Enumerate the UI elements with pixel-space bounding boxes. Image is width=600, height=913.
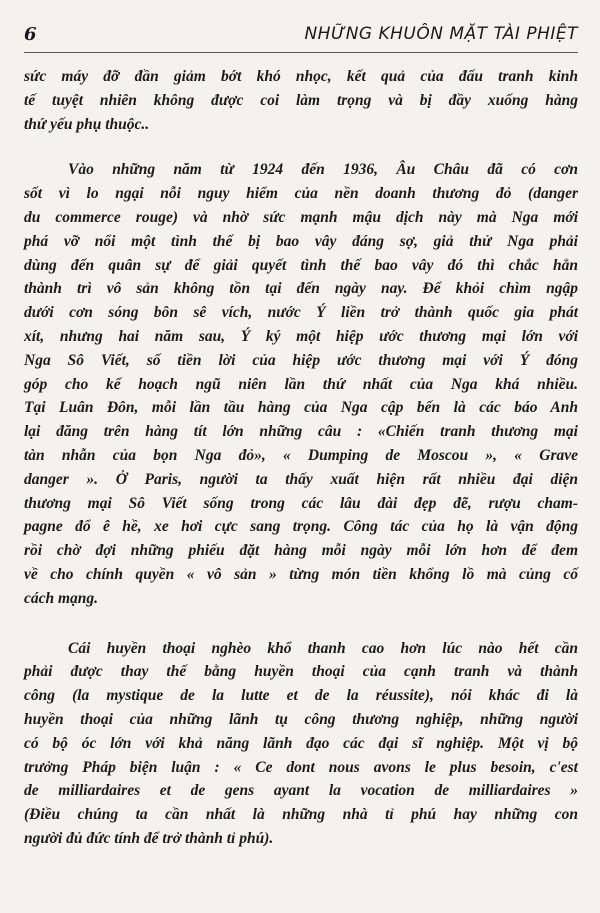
text-line: thứ yếu phụ thuộc.. [24,115,150,133]
text-line: sốt vì lo ngại nỗi nguy hiểm của nền doanh thương đỏ (danger [24,185,578,203]
text-line: lại đăng trên hàng tít lớn những câu : «Chiến tranh thương mại [24,423,578,441]
text-line: thành trì vô sản không tồn tại đến ngày nay. Để khỏi chìm ngập [24,280,578,298]
text-line: Nga Sô Viết, số tiền lời của hiệp ước thương mại với Ý đóng [24,351,578,369]
text-line: Tại Luân Đôn, mỗi lần tầu hàng của Nga cập bến là các báo Anh [24,399,578,417]
text-line: về cho chính quyền « vô sản » từng món tiền khổng lồ mà củng cố [24,565,578,583]
text-line: sức máy đỡ đần giảm bớt khó nhọc, kết quả của đấu tranh kinh [24,68,578,85]
text-line: công (la mystique de la lutte et de la réussite), nói khác đi là [24,687,578,705]
text-line: có bộ óc lớn với khả năng lãnh đạo các đại sĩ nghiệp. Một vị bộ [24,734,578,752]
text-line: tế tuyệt nhiên không được coi làm trọng và bị đầy xuống hàng [24,91,578,109]
text-line: danger ». Ở Paris, người ta thấy xuất hiện rất nhiều đại diện [24,470,578,488]
text-line: người đủ đức tính để trở thành tỉ phú). [24,829,274,847]
text-line: de milliardaires et de gens ayant la vocation de milliardaires » [24,782,578,800]
text-line: trưởng Pháp biện luận : « Ce dont nous avons le plus besoin, c'est [24,758,578,776]
paragraph-2 [24,158,578,610]
text-line: Vào những năm từ 1924 đến 1936, Âu Châu đã có cơn [68,161,578,179]
page-number: 6 [24,24,37,45]
text-line: pagne đổ ê hề, xe hơi cực sang trọng. Công tác của họ là vận động [24,518,578,536]
text-line: phá vỡ nổi một tình thế bị bao vây đáng sợ, giả thử Nga phải [24,232,578,250]
text-line: phải được thay thế bằng huyền thoại của cạnh tranh và thành [24,663,578,681]
text-line: huyền thoại của những lãnh tụ công thương nghiệp, những người [24,710,578,728]
text-line: Cái huyền thoại nghèo khổ thanh cao hơn lúc nào hết cần [68,639,578,657]
text-line: du commerce rouge) và nhờ sức mạnh mậu dịch này mà Nga mới [24,208,578,226]
text-line: cách mạng. [24,589,99,607]
body-text [24,65,578,851]
text-line: xít, nhưng hai năm sau, Ý ký một hiệp ước thương mại lớn với [24,327,578,345]
paragraph-3 [24,637,578,851]
page-header [24,18,578,53]
text-line: dùng đến quân sự để giải quyết tình thế bao vây đó thì chắc hẳn [24,256,578,274]
text-line: dưới cơn sóng bôn sê vích, nước Ý liền trở thành quốc gia phát [24,304,578,322]
text-line: thương mại Sô Viết sống trong các lâu đài đẹp đẽ, rượu cham- [24,494,578,512]
paragraph-1 [24,65,578,136]
text-line: tàn nhẫn của bọn Nga đỏ», « Dumping de Moscou », « Grave [24,446,578,464]
text-line: (Điều chúng ta cần nhất là những nhà tỉ phú hay những con [24,806,578,824]
text-line: rồi chờ đợi những phiếu đặt hàng mỗi ngày mỗi lớn hơn để đem [24,542,578,560]
running-title: NHỮNG KHUÔN MẶT TÀI PHIỆT [304,24,578,44]
text-line: góp cho kế hoạch ngũ niên lần thứ nhất của Nga khá nhiều. [24,375,578,393]
